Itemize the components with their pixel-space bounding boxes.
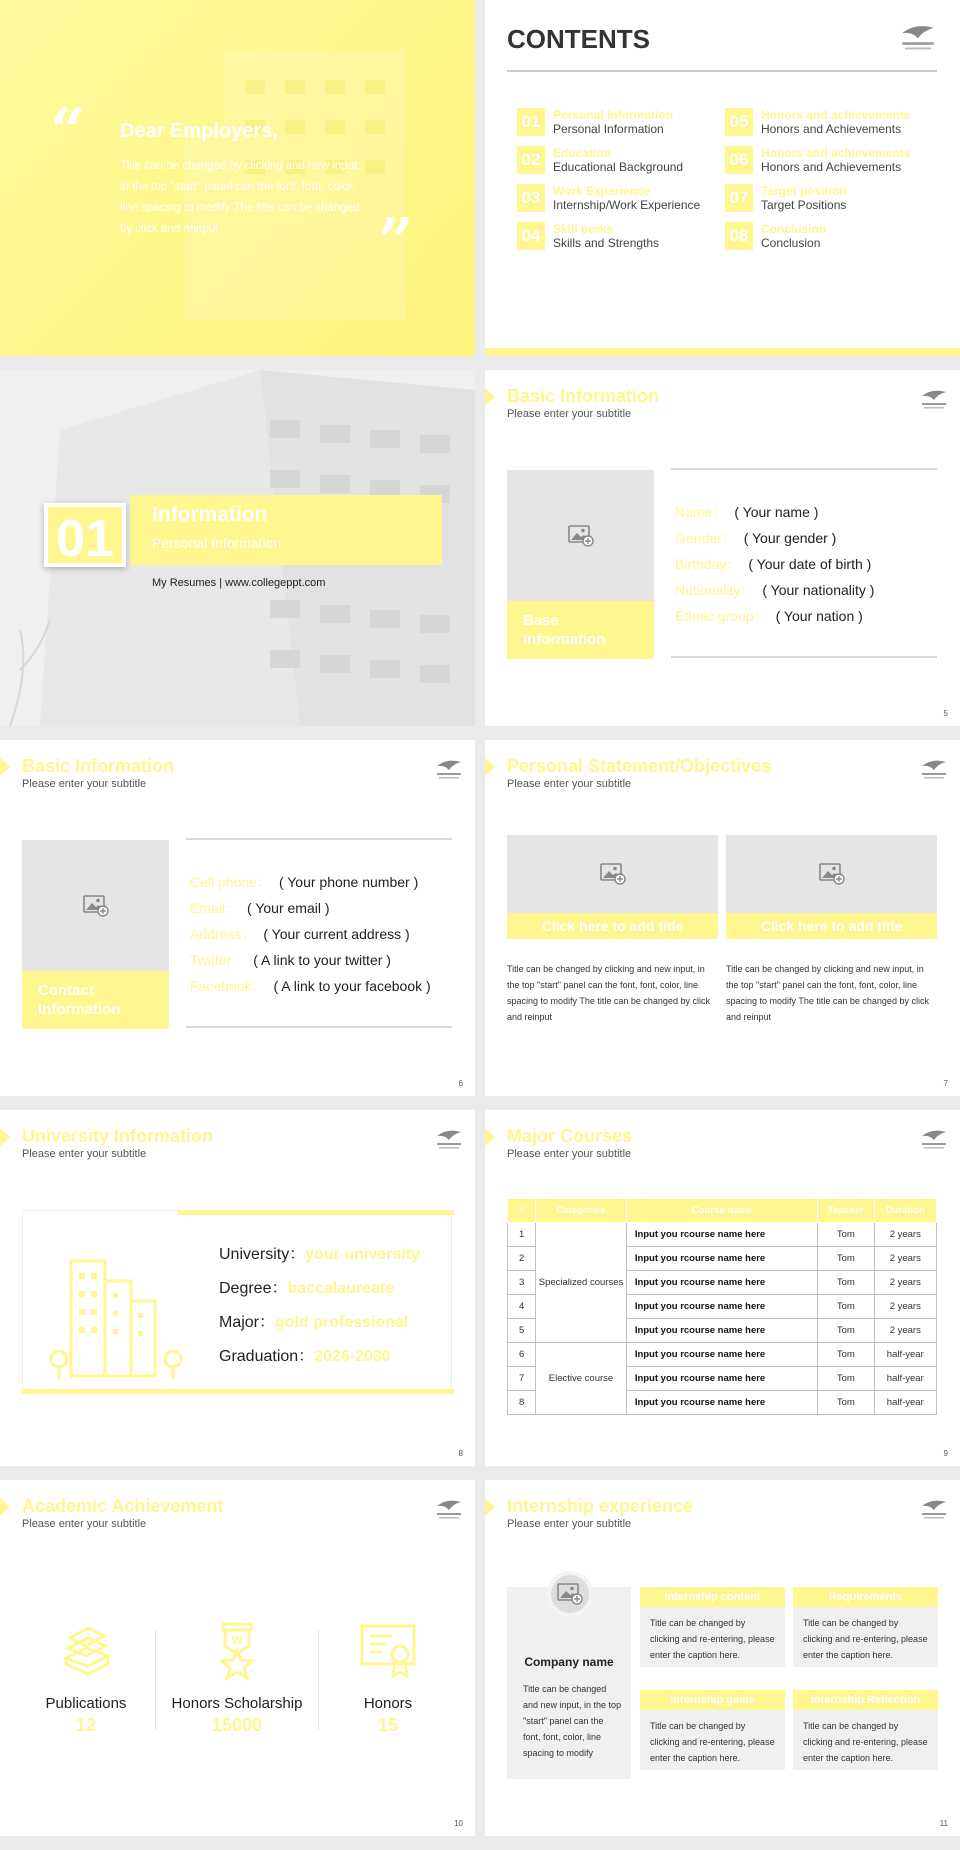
info-value: ( Your current address ) xyxy=(263,926,410,942)
company-logo-placeholder[interactable] xyxy=(547,1571,593,1617)
row-number: 3 xyxy=(508,1271,536,1295)
slide-internship-experience xyxy=(485,1480,960,1836)
close-quote-icon: ” xyxy=(378,204,414,277)
company-text: Title can be changed and new input, in the top "start" panel can the font, font, color, line spacing to modify xyxy=(523,1684,622,1758)
image-placeholder[interactable] xyxy=(507,835,718,913)
university-logo-icon xyxy=(435,756,463,782)
slide-subtitle: Please enter your subtitle xyxy=(22,1148,147,1160)
toc-item[interactable] xyxy=(517,220,717,252)
toc-title: Skill perks xyxy=(553,222,614,236)
slide-section-information xyxy=(0,370,475,726)
university-logo-icon xyxy=(920,386,948,412)
slide-title: Basic Information xyxy=(507,386,660,406)
toc-number: 01 xyxy=(517,108,545,136)
image-placeholder-icon xyxy=(568,525,594,547)
course-name[interactable]: Input you rcourse name here xyxy=(626,1343,817,1367)
toc-item[interactable] xyxy=(725,106,925,138)
slide-university-information xyxy=(0,1110,475,1466)
column-header: Duration xyxy=(874,1199,936,1223)
page-number: 8 xyxy=(458,1449,463,1458)
section-number: 01 xyxy=(44,503,126,567)
internship-box xyxy=(640,1690,785,1770)
image-placeholder-icon xyxy=(600,863,626,885)
slide-dear-employers xyxy=(0,0,475,356)
slide-basic-information xyxy=(485,370,960,726)
title-arrow-icon xyxy=(485,1128,495,1146)
toc-subtitle: Personal Information xyxy=(553,122,664,136)
box-text: Title can be changed by clicking and re-entering, please enter the caption here. xyxy=(803,1618,928,1660)
page-number: 11 xyxy=(939,1819,948,1828)
course-name[interactable]: Input you rcourse name here xyxy=(626,1295,817,1319)
open-quote-icon: “ xyxy=(50,94,86,167)
slide-title: Major Courses xyxy=(507,1126,633,1146)
courses-table xyxy=(507,1198,937,1415)
building-watermark-icon xyxy=(41,1231,191,1381)
info-value: ( Your nationality ) xyxy=(762,582,875,598)
info-value: ( Your nation ) xyxy=(775,608,863,624)
column-header: Course name xyxy=(626,1199,817,1223)
info-key: Address： xyxy=(190,926,256,942)
page-number: 9 xyxy=(943,1449,948,1458)
slide-title: Basic Information xyxy=(22,756,175,776)
divider xyxy=(671,656,937,658)
teacher-cell: Tom xyxy=(818,1343,874,1367)
photo-placeholder[interactable] xyxy=(22,840,169,1029)
slide-subtitle: Please enter your subtitle xyxy=(22,1518,147,1530)
achievement-item xyxy=(318,1620,458,1736)
slide-title: Internship experience xyxy=(507,1496,694,1516)
info-key: Email： xyxy=(190,900,240,916)
duration-cell: 2 years xyxy=(874,1319,936,1343)
slide-body: Title can be changed by clicking and new input, in the top "start" panel can the font, font, color, line spacing to modify The title can be changed by click and reinput xyxy=(120,160,361,235)
divider xyxy=(671,468,937,470)
column-header: # xyxy=(508,1199,536,1223)
row-number: 8 xyxy=(508,1391,536,1415)
box-text: Title can be changed by clicking and re-entering, please enter the caption here. xyxy=(650,1721,775,1763)
course-name[interactable]: Input you rcourse name here xyxy=(626,1391,817,1415)
box-title: Internship content xyxy=(640,1587,785,1607)
slide-academic-achievement xyxy=(0,1480,475,1836)
image-placeholder[interactable] xyxy=(726,835,937,913)
university-value: 2026-2030 xyxy=(314,1348,391,1365)
toc-title: Education xyxy=(553,146,612,160)
info-key: Cell phone： xyxy=(190,874,271,890)
info-row xyxy=(190,924,410,944)
course-name[interactable]: Input you rcourse name here xyxy=(626,1247,817,1271)
title-arrow-icon xyxy=(0,1128,10,1146)
title-arrow-icon xyxy=(485,388,495,406)
section-band xyxy=(130,495,442,565)
accent-bar xyxy=(485,348,960,356)
slide-subtitle: Please enter your subtitle xyxy=(507,778,632,790)
university-key: Graduation： xyxy=(219,1348,315,1365)
info-row xyxy=(190,976,431,996)
image-placeholder-icon xyxy=(819,863,845,885)
toc-number: 02 xyxy=(517,146,545,174)
photo-box-label: Base Information xyxy=(507,601,654,659)
teacher-cell: Tom xyxy=(818,1271,874,1295)
info-value: ( A link to your facebook ) xyxy=(273,978,431,994)
achievement-value: 15 xyxy=(377,1715,399,1735)
info-row xyxy=(675,502,818,522)
column-header: Teacher xyxy=(818,1199,874,1223)
row-number: 6 xyxy=(508,1343,536,1367)
page-number: 7 xyxy=(943,1079,948,1088)
box-title: Internship gains xyxy=(640,1690,785,1710)
table-row xyxy=(508,1343,937,1367)
toc-item[interactable] xyxy=(517,106,717,138)
toc-number: 06 xyxy=(725,146,753,174)
toc-item[interactable] xyxy=(725,220,925,252)
column-text: Title can be changed by clicking and new input, in the top "start" panel can the font, font, color, line spacing to modify The title can be changed by click and reinput xyxy=(507,964,710,1022)
slide-contact-information xyxy=(0,740,475,1096)
toc-subtitle: Honors and Achievements xyxy=(761,122,902,136)
slide-major-courses xyxy=(485,1110,960,1466)
column-caption[interactable]: Click here to add title xyxy=(507,913,718,939)
slide-title: Personal Statement/Objectives xyxy=(507,756,772,776)
toc-item[interactable] xyxy=(517,144,717,176)
achievement-item xyxy=(167,1620,307,1736)
info-row xyxy=(675,580,874,600)
statement-column xyxy=(507,835,718,1025)
toc-subtitle: Internship/Work Experience xyxy=(553,198,701,212)
info-value: ( Your date of birth ) xyxy=(748,556,872,572)
university-row xyxy=(219,1275,394,1298)
duration-cell: half-year xyxy=(874,1391,936,1415)
row-number: 5 xyxy=(508,1319,536,1343)
toc-subtitle: Conclusion xyxy=(761,236,821,250)
info-key: Facebook： xyxy=(190,978,266,994)
image-placeholder-icon xyxy=(83,895,109,917)
university-logo-icon xyxy=(920,1496,948,1522)
title-arrow-icon xyxy=(485,758,495,776)
company-name: Company name xyxy=(524,1655,614,1669)
university-key: Degree： xyxy=(219,1280,288,1297)
university-logo-icon xyxy=(920,1126,948,1152)
title-arrow-icon xyxy=(485,1498,495,1516)
university-value: gold professional xyxy=(275,1314,409,1331)
box-title: Internship Reflection xyxy=(793,1690,938,1710)
university-value: baccalaureate xyxy=(287,1280,395,1297)
column-caption[interactable]: Click here to add title xyxy=(726,913,937,939)
achievement-label: Publications xyxy=(45,1695,127,1712)
info-key: Ethnic group： xyxy=(675,608,768,624)
info-key: Nationality： xyxy=(675,582,755,598)
column-header: Categories xyxy=(536,1199,627,1223)
toc-item[interactable] xyxy=(517,182,717,214)
achievement-label: Honors xyxy=(363,1695,413,1712)
toc-title: Honors and achievements xyxy=(761,108,911,122)
section-footer: My Resumes | www.collegeppt.com xyxy=(152,577,326,589)
toc-subtitle: Skills and Strengths xyxy=(553,236,660,250)
info-row xyxy=(190,872,418,892)
row-number: 1 xyxy=(508,1223,536,1247)
university-logo-icon xyxy=(435,1496,463,1522)
category-cell: Elective course xyxy=(536,1343,627,1415)
achievement-value: 12 xyxy=(75,1715,97,1735)
teacher-cell: Tom xyxy=(818,1319,874,1343)
course-name[interactable]: Input you rcourse name here xyxy=(626,1319,817,1343)
slide-subtitle: Please enter your subtitle xyxy=(507,1148,632,1160)
toc-title: Personal Information xyxy=(553,108,674,122)
duration-cell: 2 years xyxy=(874,1295,936,1319)
toc-item[interactable] xyxy=(725,182,925,214)
university-value: your university xyxy=(305,1246,420,1263)
company-card xyxy=(507,1587,631,1779)
teacher-cell: Tom xyxy=(818,1247,874,1271)
books-icon xyxy=(56,1620,116,1680)
page-number: 6 xyxy=(458,1079,463,1088)
teacher-cell: Tom xyxy=(818,1391,874,1415)
section-subheading: Personal Information xyxy=(152,535,282,551)
toc-title: Conclusion xyxy=(761,222,827,236)
toc-number: 05 xyxy=(725,108,753,136)
course-name[interactable]: Input you rcourse name here xyxy=(626,1271,817,1295)
info-row xyxy=(675,554,871,574)
info-row xyxy=(190,950,391,970)
box-text: Title can be changed by clicking and re-entering, please enter the caption here. xyxy=(650,1618,775,1660)
divider xyxy=(186,1026,452,1028)
toc-number: 07 xyxy=(725,184,753,212)
university-card xyxy=(22,1210,452,1394)
course-name[interactable]: Input you rcourse name here xyxy=(626,1223,817,1247)
internship-box xyxy=(640,1587,785,1667)
info-row xyxy=(675,528,836,548)
section-heading: Information xyxy=(152,503,268,526)
duration-cell: half-year xyxy=(874,1367,936,1391)
toc-subtitle: Honors and Achievements xyxy=(761,160,902,174)
contents-title: CONTENTS xyxy=(507,24,650,54)
toc-subtitle: Educational Background xyxy=(553,160,684,174)
university-key: Major： xyxy=(219,1314,276,1331)
duration-cell: 2 years xyxy=(874,1223,936,1247)
slide-personal-statement xyxy=(485,740,960,1096)
divider xyxy=(186,838,452,840)
medal-icon xyxy=(207,1620,267,1680)
university-key: University： xyxy=(219,1246,306,1263)
info-row xyxy=(190,898,330,918)
info-value: ( A link to your twitter ) xyxy=(253,952,391,968)
page-number: 10 xyxy=(454,1819,463,1828)
info-key: Birthday： xyxy=(675,556,741,572)
info-row xyxy=(675,606,863,626)
photo-box-label: Contact Information xyxy=(22,971,169,1029)
course-name[interactable]: Input you rcourse name here xyxy=(626,1367,817,1391)
column-text: Title can be changed by clicking and new input, in the top "start" panel can the font, font, color, line spacing to modify The title can be changed by click and reinput xyxy=(726,964,929,1022)
achievement-value: 15000 xyxy=(211,1715,263,1735)
info-value: ( Your gender ) xyxy=(743,530,837,546)
slide-contents xyxy=(485,0,960,356)
row-number: 2 xyxy=(508,1247,536,1271)
university-logo-icon xyxy=(898,20,938,54)
teacher-cell: Tom xyxy=(818,1367,874,1391)
table-row xyxy=(508,1223,937,1247)
info-key: Twitter： xyxy=(190,952,246,968)
toc-number: 08 xyxy=(725,222,753,250)
info-value: ( Your name ) xyxy=(734,504,819,520)
box-title: Requirements xyxy=(793,1587,938,1607)
info-value: ( Your phone number ) xyxy=(278,874,419,890)
row-number: 7 xyxy=(508,1367,536,1391)
university-row xyxy=(219,1343,391,1366)
teacher-cell: Tom xyxy=(818,1223,874,1247)
toc-title: Target position xyxy=(761,184,847,198)
internship-box xyxy=(793,1690,938,1770)
title-arrow-icon xyxy=(0,1498,10,1516)
image-placeholder-icon xyxy=(557,1583,583,1605)
slide-subtitle: Please enter your subtitle xyxy=(507,408,632,420)
info-value: ( Your email ) xyxy=(247,900,330,916)
statement-column xyxy=(726,835,937,1025)
university-row xyxy=(219,1241,420,1264)
toc-number: 03 xyxy=(517,184,545,212)
row-number: 4 xyxy=(508,1295,536,1319)
toc-item[interactable] xyxy=(725,144,925,176)
toc-title: Honors and achievements xyxy=(761,146,911,160)
toc-subtitle: Target Positions xyxy=(761,198,847,212)
slide-subtitle: Please enter your subtitle xyxy=(507,1518,632,1530)
internship-box xyxy=(793,1587,938,1667)
slide-title: University Information xyxy=(22,1126,214,1146)
toc-number: 04 xyxy=(517,222,545,250)
title-arrow-icon xyxy=(0,758,10,776)
toc-title: Work Experience xyxy=(553,184,651,198)
photo-placeholder[interactable] xyxy=(507,470,654,659)
duration-cell: 2 years xyxy=(874,1271,936,1295)
page-number: 5 xyxy=(943,709,948,718)
box-text: Title can be changed by clicking and re-entering, please enter the caption here. xyxy=(803,1721,928,1763)
duration-cell: 2 years xyxy=(874,1247,936,1271)
svg-text:W: W xyxy=(231,1633,243,1647)
slide-title: Dear Employers, xyxy=(120,120,278,142)
slide-title: Academic Achievement xyxy=(22,1496,224,1516)
divider xyxy=(507,70,937,72)
info-key: Gender： xyxy=(675,530,736,546)
teacher-cell: Tom xyxy=(818,1295,874,1319)
achievement-label: Honors Scholarship xyxy=(171,1695,303,1712)
category-cell: Specialized courses xyxy=(536,1223,627,1343)
achievement-item xyxy=(16,1620,156,1736)
certificate-icon xyxy=(358,1620,418,1680)
university-logo-icon xyxy=(920,756,948,782)
duration-cell: half-year xyxy=(874,1343,936,1367)
university-row xyxy=(219,1309,408,1332)
university-logo-icon xyxy=(435,1126,463,1152)
info-key: Name： xyxy=(675,504,727,520)
slide-subtitle: Please enter your subtitle xyxy=(22,778,147,790)
